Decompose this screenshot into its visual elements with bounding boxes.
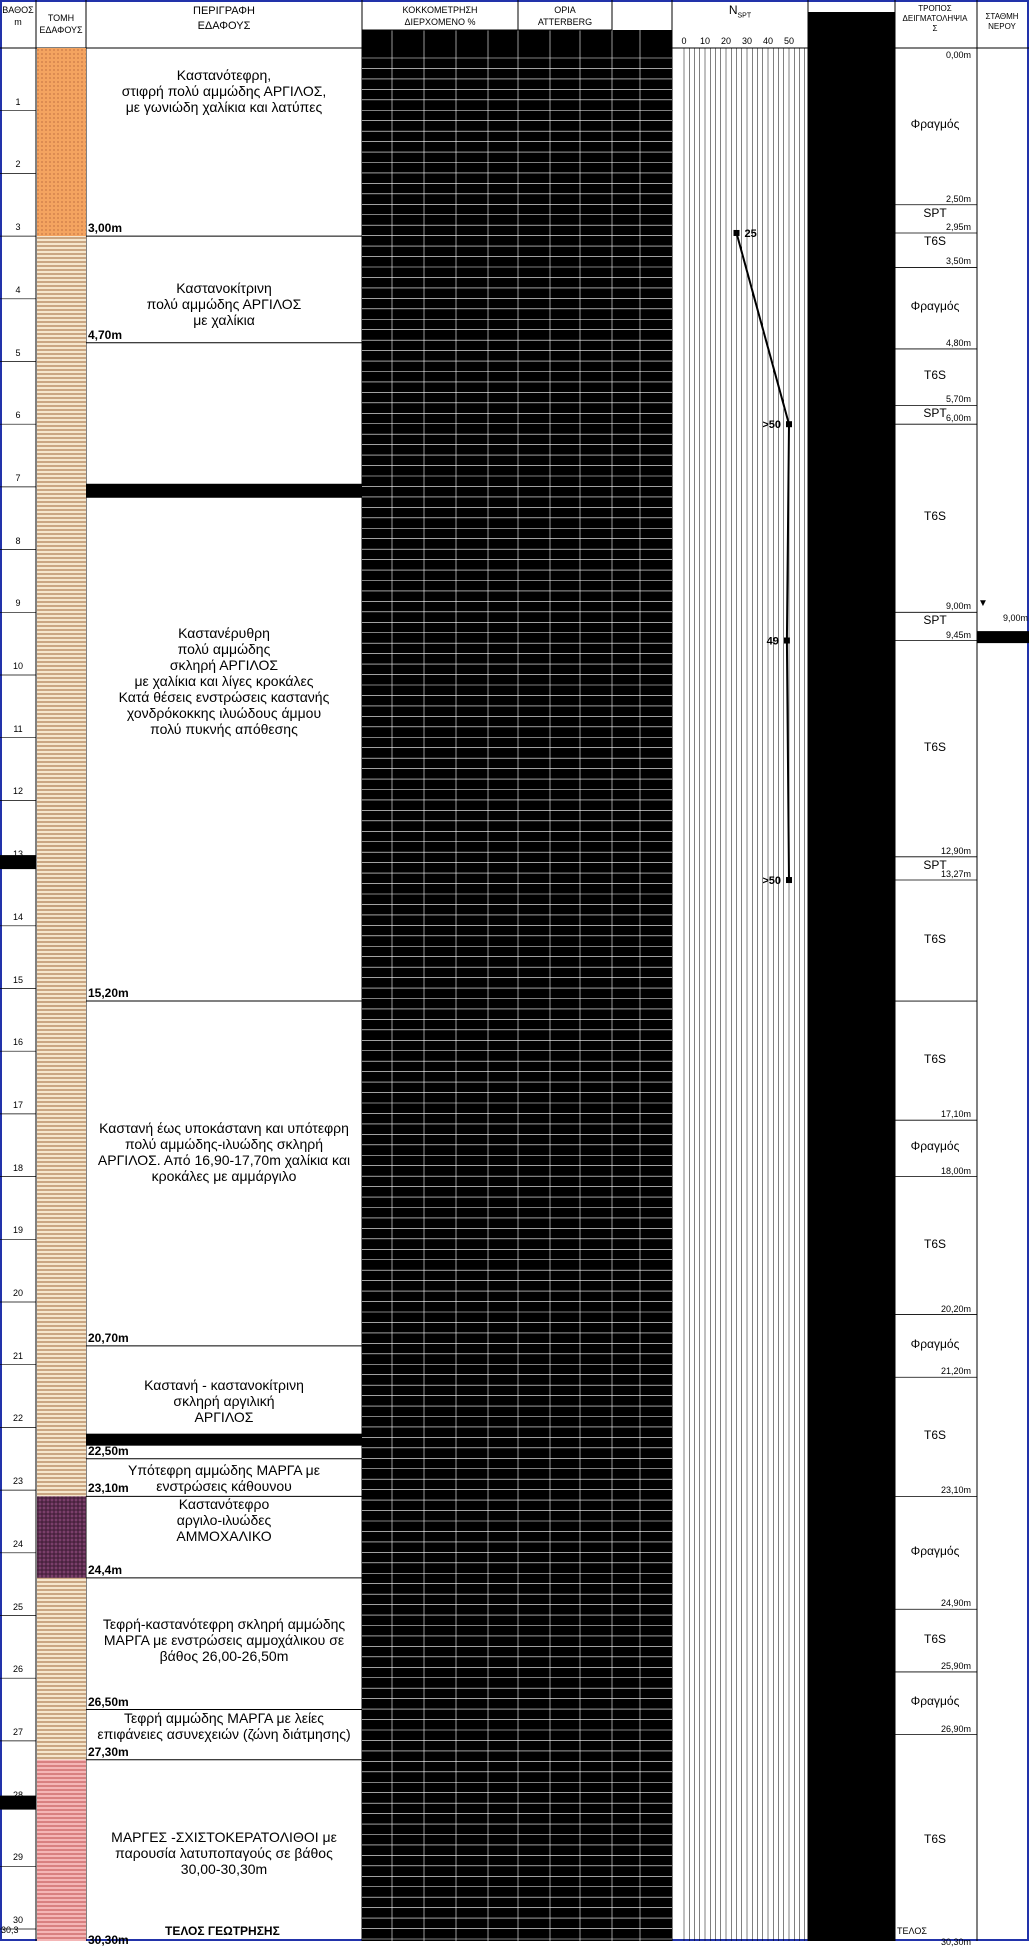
sampling-header-line2: ΔΕΙΓΜΑΤΟΛΗΨΙΑ (902, 14, 968, 23)
sample-bottom-depth: 6,00m (945, 413, 971, 424)
sample-method: T6S (923, 1236, 946, 1251)
depth-tick-label: 3 (15, 222, 21, 233)
depth-tick-label: 5 (15, 347, 21, 358)
layer-bottom-depth: 26,50m (88, 1694, 129, 1709)
sample-method: T6S (923, 1832, 946, 1847)
depth-tick-label: 11 (13, 723, 23, 734)
depth-header-line1: ΒΑΘΟΣ (2, 5, 34, 15)
sample-bottom-depth: 20,20m (940, 1303, 971, 1314)
depth-tick-label: 24 (12, 1538, 23, 1549)
atterberg-header-line1: ΟΡΙΑ (554, 5, 576, 15)
layer-description: Καστανή έως υποκάστανη και υπότεφρη πολύ αμμώδης-ιλυώδης σκληρή ΑΡΓΙΛΟΣ. Από 16,90-17,70m χαλίκια και κροκάλες με αμμάργιλο (97, 1120, 351, 1185)
description-black-bar (86, 484, 362, 498)
end-depth-label: 30,3 (1, 1925, 19, 1935)
water-level-bar (977, 631, 1029, 643)
layer-description: Καστανέρυθρη πολύ αμμώδης σκληρή ΑΡΓΙΛΟΣ με χαλίκια και λίγες κροκάλες Κατά θέσεις ενστρώσεις καστανής χονδρόκοκκης ιλυώδους άμμου πολύ πυκνής απόθεσης (118, 624, 330, 737)
depth-header-line2: m (14, 17, 22, 27)
sample-method: T6S (923, 1427, 946, 1442)
depth-tick-label: 1 (15, 96, 21, 107)
water-level-label: 9,00m (1002, 613, 1028, 623)
sample-bottom-depth: 2,95m (945, 221, 971, 232)
sample-bottom-depth: 4,80m (945, 337, 971, 348)
depth-tick-label: 7 (15, 472, 21, 483)
right-black-block (808, 12, 895, 1941)
end-sampling-label: ΤΕΛΟΣ (897, 1926, 927, 1936)
depth-tick-label: 25 (12, 1601, 23, 1612)
layer-bottom-depth: 4,70m (88, 327, 123, 342)
section-header-line1: ΤΟΜΗ (47, 13, 75, 23)
sample-method: Φραγμός (910, 1139, 960, 1154)
depth-tick-label: 23 (12, 1476, 23, 1487)
sample-bottom-depth: 9,45m (945, 629, 971, 640)
water-header-line2: ΝΕΡΟΥ (988, 22, 1016, 31)
grading-header-line2: ΔΙΕΡΧΟΜΕΝΟ % (404, 17, 476, 27)
sample-method: Φραγμός (910, 299, 960, 314)
layer-bottom-depth: 15,20m (88, 986, 129, 1001)
sample-method: Φραγμός (910, 1694, 960, 1709)
sample-method: T6S (923, 368, 946, 383)
depth-tick-label: 13 (12, 849, 23, 860)
depth-tick-label: 15 (12, 974, 23, 985)
soil-pattern-1 (37, 236, 86, 1459)
layer-bottom-depth: 22,50m (88, 1443, 129, 1458)
end-of-borehole-label: ΤΕΛΟΣ ΓΕΩΤΡΗΣΗΣ (165, 1924, 280, 1938)
sample-bottom-depth: 12,90m (940, 845, 971, 856)
spt-label: >50 (762, 419, 781, 432)
soil-pattern-4 (37, 1578, 86, 1760)
sample-method: SPT (923, 406, 947, 421)
sample-method: T6S (923, 931, 946, 946)
depth-tick-label: 30 (12, 1915, 23, 1925)
grading-block (362, 30, 672, 1941)
sample-bottom-depth: 21,20m (940, 1366, 971, 1377)
sample-method: T6S (923, 739, 946, 754)
soil-pattern-0 (37, 48, 86, 236)
sample-bottom-depth: 23,10m (940, 1485, 971, 1496)
sample-bottom-depth: 25,90m (940, 1660, 971, 1671)
depth-tick-label: 2 (15, 159, 21, 170)
soil-pattern-2 (37, 1459, 86, 1497)
spt-axis-tick: 50 (783, 36, 795, 46)
spt-label: >50 (762, 875, 781, 888)
layer-description: Τεφρή αμμώδης ΜΑΡΓΑ με λείες επιφάνειες ασυνεχειών (ζώνη διάτμησης) (97, 1709, 351, 1742)
spt-axis-tick: 20 (720, 36, 732, 46)
layer-bottom-depth: 30,30m (88, 1932, 129, 1947)
depth-tick-label: 26 (12, 1664, 23, 1675)
layer-bottom-depth: 27,30m (88, 1744, 129, 1759)
layer-description: Καστανή - καστανοκίτρινη σκληρή αργιλική ΑΡΓΙΛΟΣ (144, 1377, 304, 1426)
sample-method: Φραγμός (910, 1543, 960, 1558)
layer-description: Καστανότεφρη, στιφρή πολύ αμμώδης ΑΡΓΙΛΟΣ, με γωνιώδη χαλίκια και λατύπες (121, 66, 327, 115)
nspt-header-n: N (728, 3, 738, 17)
spt-point (786, 877, 792, 883)
layer-description: Καστανότεφρο αργιλο-ιλυώδες ΑΜΜΟΧΑΛΙΚΟ (176, 1496, 272, 1545)
sample-bottom-depth: 30,30m (940, 1936, 971, 1947)
depth-tick-label: 20 (12, 1288, 23, 1298)
sample-method: Φραγμός (910, 117, 960, 132)
sample-method: Φραγμός (910, 1336, 960, 1351)
sample-bottom-depth: 3,50m (945, 256, 971, 267)
spt-point (784, 638, 790, 644)
sample-bottom-depth: 5,70m (945, 394, 971, 405)
layer-description: Υπότεφρη αμμώδης ΜΑΡΓΑ με ενστρώσεις κάθουνου (128, 1461, 320, 1494)
depth-tick-label: 18 (12, 1162, 23, 1173)
spt-label: 49 (766, 635, 779, 648)
spt-point (786, 421, 792, 427)
depth-tick-label: 16 (12, 1037, 23, 1048)
depth-tick-label: 22 (12, 1413, 23, 1424)
layer-bottom-depth: 3,00m (88, 221, 123, 236)
spt-axis-tick: 30 (741, 36, 753, 46)
depth-tick-label: 28 (12, 1789, 23, 1800)
depth-tick-label: 17 (12, 1099, 23, 1110)
sample-bottom-depth: 2,50m (945, 193, 971, 204)
depth-tick-label: 8 (15, 535, 21, 546)
depth-tick-label: 14 (12, 911, 23, 922)
sample-bottom-depth: 26,90m (940, 1723, 971, 1734)
depth-tick-label: 27 (12, 1726, 23, 1737)
spt-axis-tick: 0 (681, 36, 687, 46)
spt-label: 25 (744, 227, 757, 240)
sample-method: T6S (923, 1051, 946, 1066)
layer-description: ΜΑΡΓΕΣ -ΣΧΙΣΤΟΚΕΡΑΤΟΛΙΘΟΙ με παρουσία λατυποπαγούς σε βάθος 30,00-30,30m (111, 1828, 337, 1877)
soil-pattern-5 (37, 1760, 86, 1941)
depth-tick-label: 12 (12, 786, 23, 797)
sample-bottom-depth: 18,00m (940, 1165, 971, 1176)
spt-axis-tick: 10 (699, 36, 711, 46)
sample-method: SPT (923, 613, 947, 628)
layer-bottom-depth: 24,4m (88, 1562, 123, 1577)
depth-tick-label: 4 (15, 284, 21, 295)
layer-description: Τεφρή-καστανότεφρη σκληρή αμμώδης ΜΑΡΓΑ με ενστρώσεις αμμοχάλικου σε βάθος 26,00-26,50m (102, 1615, 346, 1664)
sample-method: T6S (923, 1631, 946, 1646)
depth-tick-label: 9 (15, 598, 21, 609)
water-header-line1: ΣΤΑΘΜΗ (985, 12, 1019, 21)
sample-method: T6S (923, 233, 946, 248)
sample-method: SPT (923, 205, 947, 220)
sampling-header-line3: Σ (932, 24, 938, 33)
depth-tick-label: 6 (15, 410, 21, 421)
grading-header-line1: ΚΟΚΚΟΜΕΤΡΗΣΗ (402, 5, 478, 15)
spt-point (734, 230, 740, 236)
layer-bottom-depth: 20,70m (88, 1330, 129, 1345)
sample-bottom-depth: 13,27m (940, 869, 971, 880)
sample-method: SPT (923, 857, 947, 872)
description-header-line2: ΕΔΑΦΟΥΣ (197, 20, 251, 32)
layer-description: Καστανοκίτρινη πολύ αμμώδης ΑΡΓΙΛΟΣ με χαλίκια (146, 279, 302, 328)
spt-axis-tick: 40 (762, 36, 774, 46)
description-header-line1: ΠΕΡΙΓΡΑΦΗ (193, 5, 255, 17)
section-header-line2: ΕΔΑΦΟΥΣ (39, 25, 83, 35)
atterberg-header-line2: ATTERBERG (537, 17, 593, 27)
layer-bottom-depth: 23,10m (88, 1481, 129, 1496)
depth-tick-label: 21 (12, 1350, 23, 1361)
sampling-header-line1: ΤΡΟΠΟΣ (918, 4, 952, 13)
nspt-header-sub: SPT (737, 12, 752, 20)
sample-bottom-depth: 24,90m (940, 1598, 971, 1609)
depth-tick-label: 29 (12, 1852, 23, 1863)
depth-tick-label: 19 (12, 1225, 23, 1236)
sample-bottom-depth: 9,00m (945, 601, 971, 612)
soil-pattern-3 (37, 1496, 86, 1578)
sample-bottom-depth: 17,10m (940, 1109, 971, 1120)
sample-top-depth: 0,00m (945, 50, 971, 60)
sample-method: T6S (923, 509, 946, 524)
water-level-marker: ▼ (978, 598, 988, 609)
depth-tick-label: 10 (12, 661, 23, 671)
